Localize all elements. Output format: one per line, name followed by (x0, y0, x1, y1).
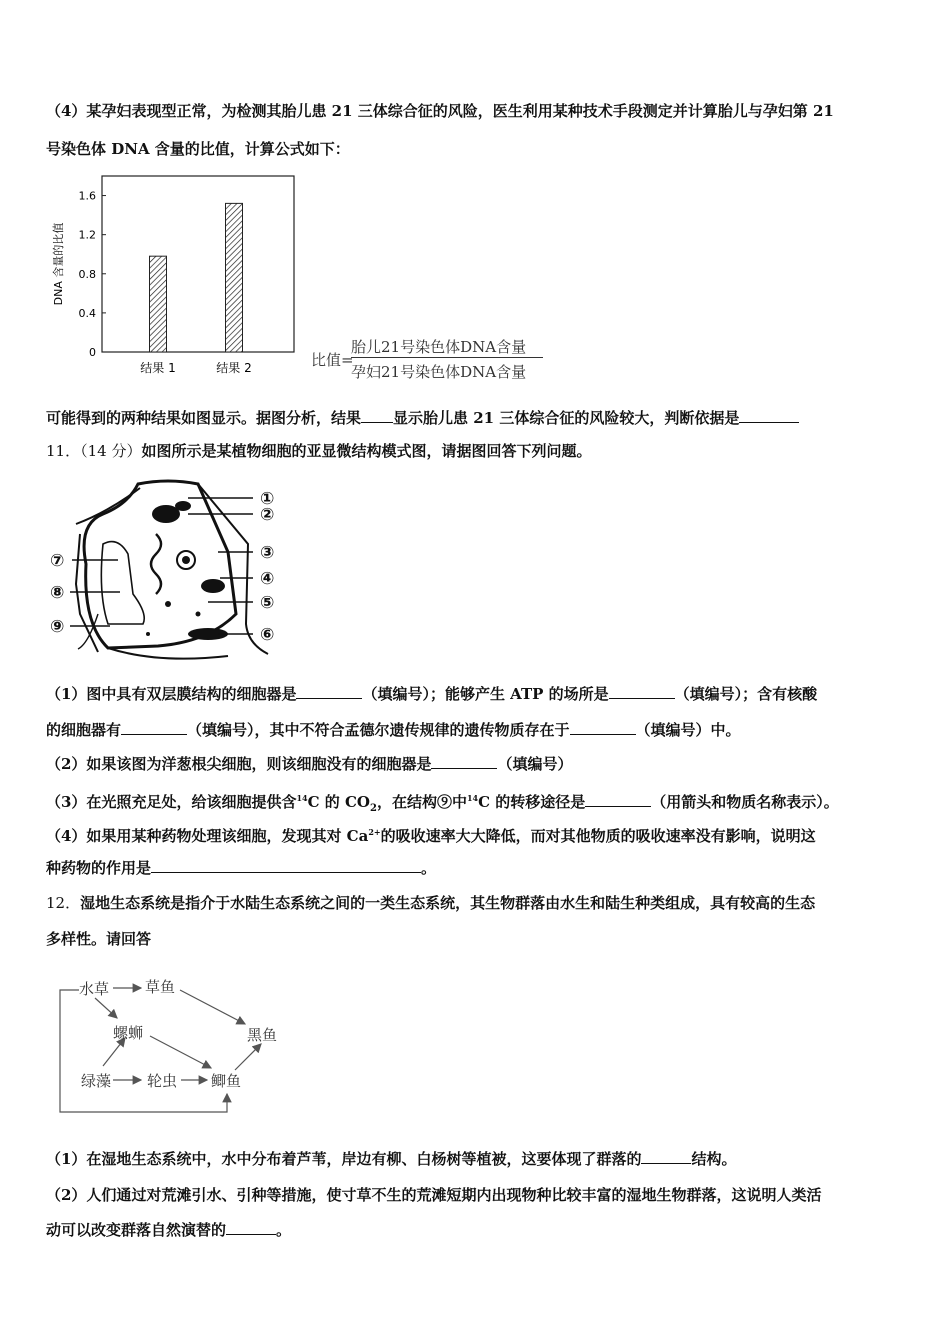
formula-prefix: 比值= (311, 351, 354, 369)
x-category-label: 结果 1 (140, 361, 176, 375)
answer-blank[interactable] (570, 720, 636, 735)
answer-blank[interactable] (641, 1149, 691, 1164)
plant-cell-diagram (48, 474, 288, 664)
answer-blank[interactable] (431, 754, 497, 769)
answer-blank[interactable] (226, 1220, 276, 1235)
answer-blank[interactable] (609, 684, 675, 699)
cell-label-7: ⑦ (50, 551, 65, 571)
chart-ylabel: DNA 含量的比值 (52, 222, 65, 306)
y-tick-label: 0.4 (78, 306, 96, 320)
answer-blank[interactable] (361, 408, 393, 423)
q11-header: 11．（14 分）如图所示是某植物细胞的亚显微结构模式图，请据图回答下列问题。 (46, 442, 592, 460)
y-tick-label: 0 (89, 346, 96, 359)
q10-4-line2: 号染色体 DNA 含量的比值，计算公式如下： (46, 140, 350, 158)
q11-p1-line2: 的细胞器有 （填编号），其中不符合孟德尔遗传规律的遗传物质存在于 （填编号）中。 (46, 721, 741, 739)
food-web-node-lvzao: 绿藻 (81, 1072, 112, 1090)
bar-result-1 (150, 256, 167, 352)
q12-p1: （1）在湿地生态系统中，水中分布着芦苇，岸边有柳、白杨树等植被，这要体现了群落的 结构。 (46, 1150, 737, 1168)
q11-p4-line1: （4）如果用某种药物处理该细胞，发现其对 $Ca^{2+}$的吸收速率大大降低，而对其他物质的吸收速率没有影响，说明这 (46, 827, 816, 845)
q12-header-line2: 多样性。请回答 (46, 930, 152, 948)
q10-4-line1: （4）某孕妇表现型正常，为检测其胎儿患 21 三体综合征的风险，医生利用某种技术手段测定并计算胎儿与孕妇第 21 (46, 102, 834, 120)
food-web-node-jiyu: 鲫鱼 (211, 1072, 242, 1090)
food-web-diagram (55, 972, 295, 1117)
y-tick-label: 1.2 (78, 228, 96, 242)
q11-p2: （2）如果该图为洋葱根尖细胞，则该细胞没有的细胞器是 （填编号） (46, 755, 573, 773)
cell-label-8: ⑧ (50, 583, 65, 603)
food-web-node-luosi: 螺蛳 (113, 1024, 144, 1042)
q11-p4-line2: 种药物的作用是 。 (46, 859, 437, 877)
y-tick-label: 0.8 (78, 267, 96, 281)
food-web-node-caoyu: 草鱼 (145, 978, 176, 996)
cell-label-2: ② (260, 505, 275, 525)
food-web-node-lunchong: 轮虫 (147, 1072, 178, 1090)
answer-blank[interactable] (739, 408, 799, 423)
answer-blank[interactable] (585, 792, 651, 807)
q11-p3: （3）在光照充足处，给该细胞提供含$^{14}$C 的 $CO_2$，在结构⑨中$^{14}$C 的转移途径是 （用箭头和物质名称表示）。 (46, 793, 839, 814)
cell-label-4: ④ (260, 569, 275, 589)
q12-header: 12．湿地生态系统是指介于水陆生态系统之间的一类生态系统，其生物群落由水生和陆生种类组成，具有较高的生态 (46, 894, 816, 912)
bar-result-2 (226, 203, 243, 352)
q12-p2-line2: 动可以改变群落自然演替的 。 (46, 1221, 292, 1239)
formula-denominator: 孕妇21号染色体DNA含量 (351, 363, 527, 381)
x-category-label: 结果 2 (216, 361, 252, 375)
cell-label-3: ③ (260, 543, 275, 563)
cell-label-1: ① (260, 489, 275, 509)
q12-p2-line1: （2）人们通过对荒滩引水、引种等措施，使寸草不生的荒滩短期内出现物种比较丰富的湿地生物群落，这说明人类活 (46, 1186, 822, 1204)
formula-fraction-bar (351, 357, 543, 358)
q11-p1-line1: （1）图中具有双层膜结构的细胞器是 （填编号）；能够产生 ATP 的场所是 （填编号）；含有核酸 (46, 685, 818, 703)
answer-blank[interactable] (121, 720, 187, 735)
cell-label-5: ⑤ (260, 593, 275, 613)
chart-frame (102, 176, 294, 352)
answer-blank[interactable] (296, 684, 362, 699)
food-web-node-heiyu: 黑鱼 (247, 1026, 278, 1044)
cell-label-6: ⑥ (260, 625, 275, 645)
y-tick-label: 1.6 (78, 189, 96, 203)
food-web-node-shuicao: 水草 (79, 980, 110, 998)
q10-4-answer-line: 可能得到的两种结果如图显示。据图分析，结果 显示胎儿患 21 三体综合征的风险较大，判断依据是 (46, 408, 799, 428)
formula-numerator: 胎儿21号染色体DNA含量 (351, 338, 527, 356)
cell-label-9: ⑨ (50, 617, 65, 637)
answer-blank[interactable] (151, 858, 421, 873)
dna-ratio-bar-chart (40, 168, 310, 383)
